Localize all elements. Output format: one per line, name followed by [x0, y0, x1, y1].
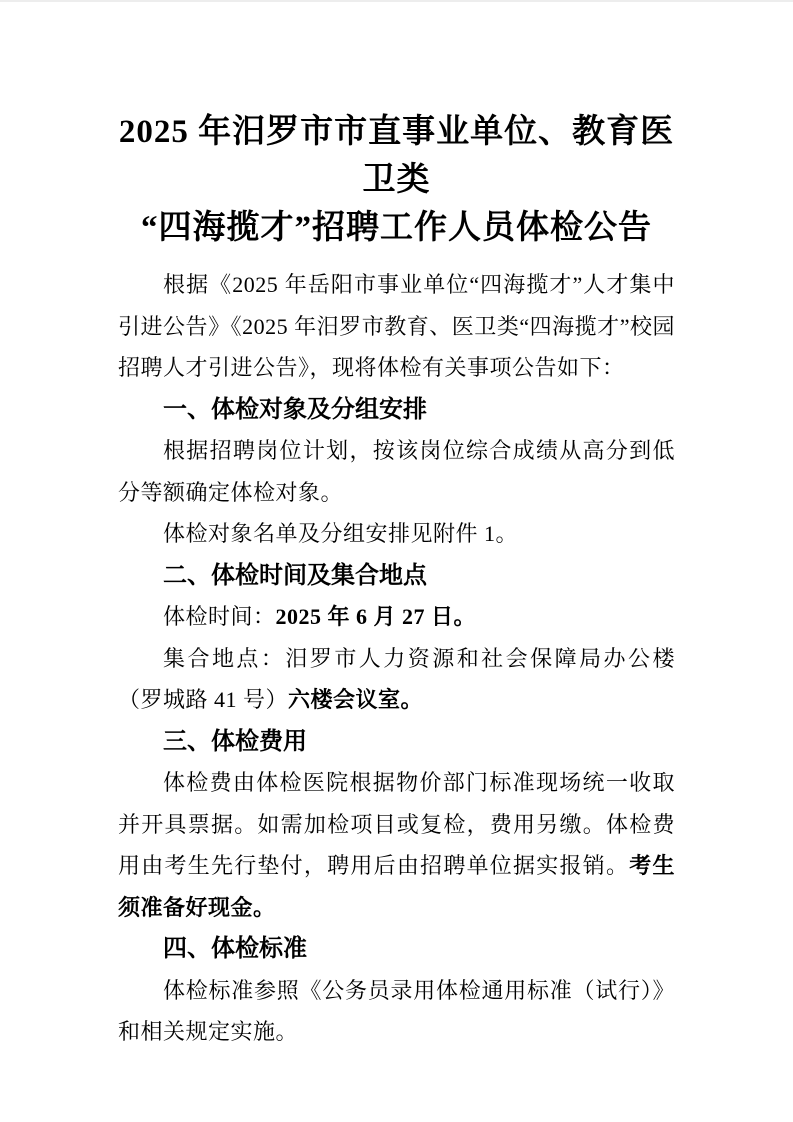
standard-paragraph: 体检标准参照《公务员录用体检通用标准（试行）》和相关规定实施。: [118, 977, 675, 1044]
exam-time-paragraph: [118, 596, 675, 638]
assembly-place-bold: 六楼会议室。: [288, 687, 424, 712]
fee-text: 体检费由体检医院根据物价部门标准现场统一收取并开具票据。如需加检项目或复检，费用另缴。体检费用由考生先行垫付，聘用后由招聘单位据实报销。: [118, 770, 675, 878]
section-1-paragraph-1: 根据招聘岗位计划，按该岗位综合成绩从高分到低分等额确定体检对象。: [118, 438, 675, 505]
page-title: [118, 108, 675, 252]
section-1-heading: 一、体检对象及分组安排: [163, 395, 427, 423]
intro-paragraph: 根据《2025 年岳阳市事业单位“四海揽才”人才集中引进公告》《2025 年汨罗市教育、医卫类“四海揽才”校园招聘人才引进公告》，现将体检有关事项公告如下：: [118, 272, 675, 380]
section-1-paragraph-2: 体检对象名单及分组安排见附件 1。: [163, 521, 519, 546]
fee-paragraph: [118, 762, 675, 928]
exam-time-value: 2025 年 6 月 27 日。: [275, 604, 477, 629]
section-2-heading: 二、体检时间及集合地点: [163, 561, 427, 589]
assembly-place-paragraph: [118, 638, 675, 721]
page-title-line2: “四海揽才”招聘工作人员体检公告: [141, 210, 652, 246]
exam-time-label: 体检时间：: [163, 604, 276, 629]
page-title-line1: 2025 年汨罗市市直事业单位、教育医卫类: [118, 114, 675, 198]
section-4-heading: 四、体检标准: [163, 935, 307, 962]
section-3-heading: 三、体检费用: [163, 727, 307, 755]
assembly-place-text: 集合地点：汨罗市人力资源和社会保障局办公楼（罗城路 41 号）: [118, 645, 675, 712]
fee-bold: 考生须准备好现金。: [118, 853, 675, 920]
